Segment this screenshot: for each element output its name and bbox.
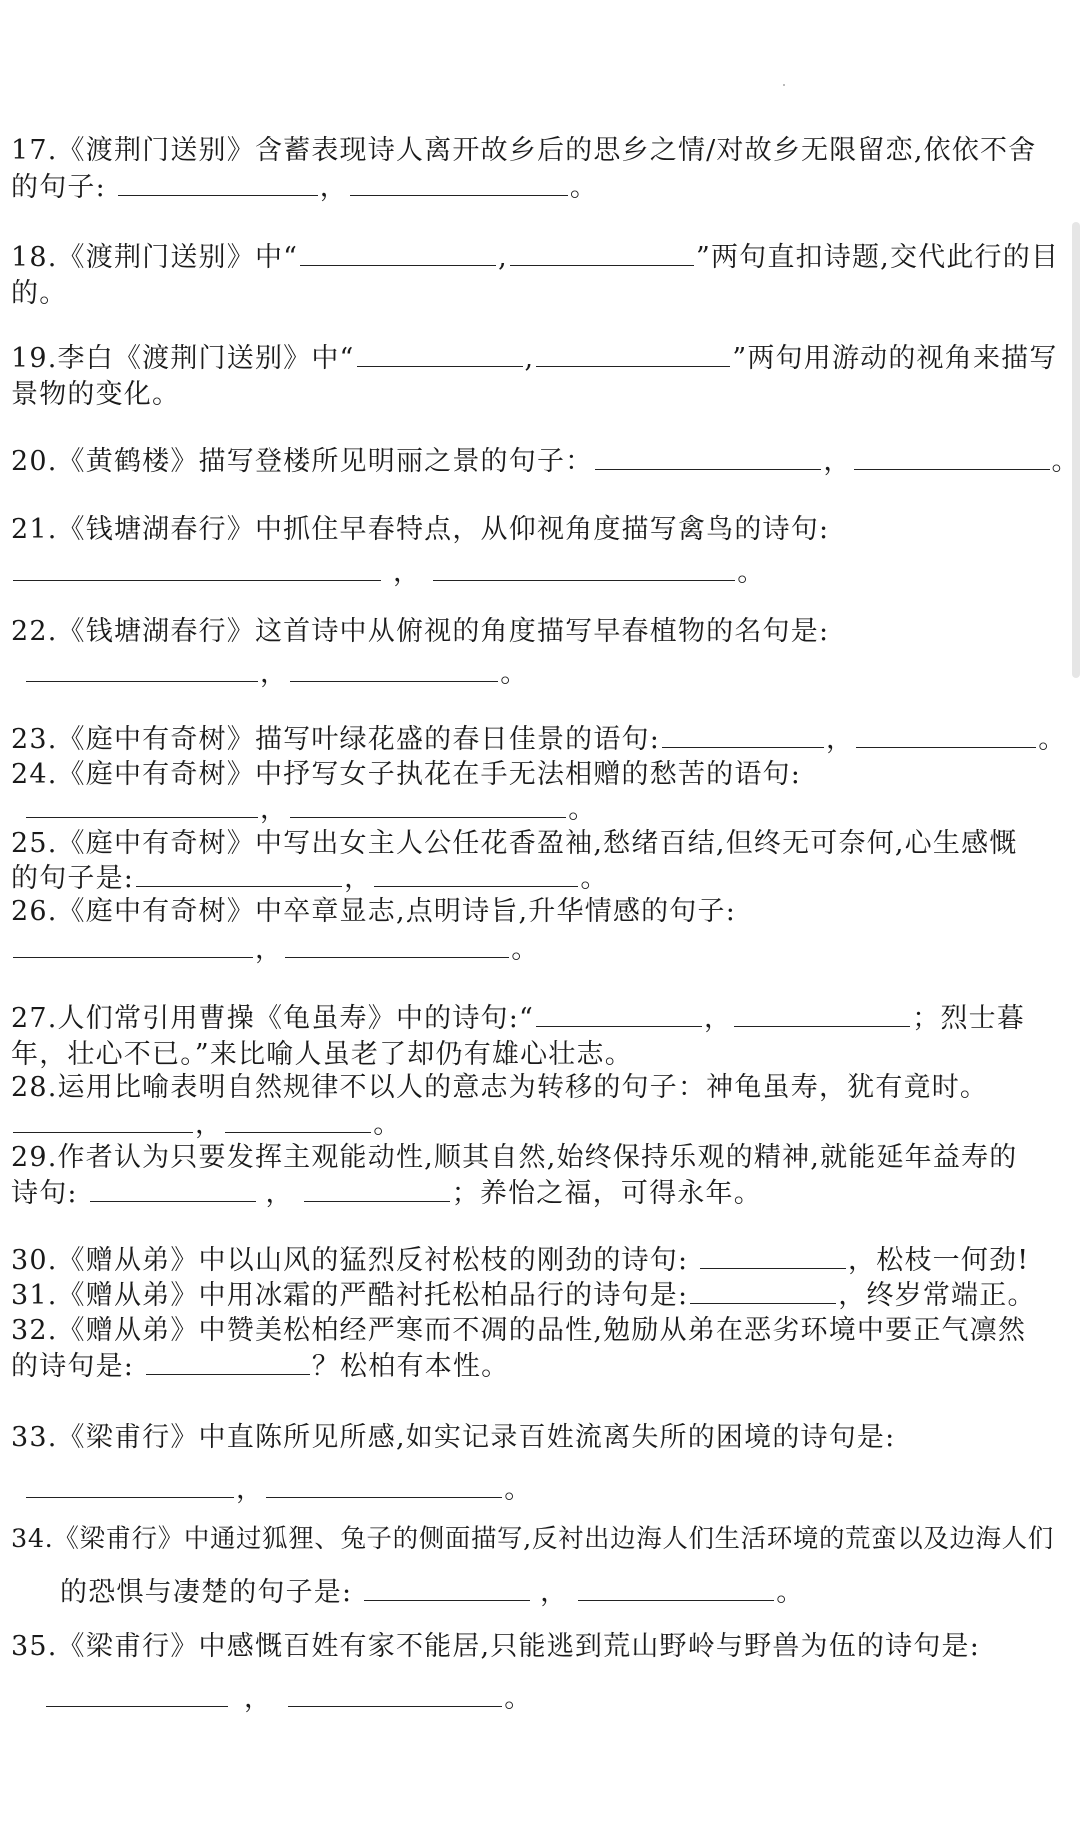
question-23-line1: [11, 722, 1072, 758]
separator: ，: [260, 794, 289, 825]
question-20-text: 20.《黄鹤楼》描写登楼所见明丽之景的句子：: [11, 446, 594, 477]
question-19-text-post: ”两句用游动的视角来描写: [732, 343, 1058, 374]
separator: ，: [393, 557, 422, 588]
answer-blank[interactable]: [285, 953, 509, 958]
question-33-text: 33.《梁甫行》中直陈所见所感,如实记录百姓流离失所的困境的诗句是:: [11, 1422, 896, 1453]
end-mark: 。: [580, 863, 609, 894]
question-22-text: 22.《钱塘湖春行》这首诗中从俯视的角度描写早春植物的名句是:: [11, 616, 830, 647]
answer-blank[interactable]: [146, 1370, 310, 1375]
question-17-line1: [11, 133, 1072, 169]
answer-blank[interactable]: [118, 191, 318, 196]
separator: ,: [524, 343, 535, 374]
question-27-line1: [11, 1001, 1072, 1037]
question-18-text: 18.《渡荆门送别》中“: [11, 242, 299, 273]
answer-blank[interactable]: [536, 1022, 702, 1027]
answer-blank[interactable]: [734, 1022, 910, 1027]
question-20-line1: [11, 444, 1080, 480]
question-25-text-2: 的句子是:: [11, 863, 135, 894]
question-19-line2: [11, 377, 1072, 413]
question-18-line1: [11, 240, 1072, 276]
question-17-text-2: 的句子:: [11, 172, 106, 203]
question-34-text-2: 的恐惧与凄楚的句子是:: [60, 1577, 353, 1608]
answer-blank[interactable]: [290, 677, 498, 682]
separator: ，: [244, 1683, 273, 1714]
question-29-line1: [11, 1140, 1072, 1176]
question-30-text-post: ，松枝一何劲!: [848, 1245, 1030, 1276]
question-27-text-2: 年，壮心不已。”来比喻人虽老了却仍有雄心壮志。: [11, 1039, 633, 1070]
question-32-text-2: 的诗句是:: [11, 1351, 135, 1382]
answer-blank[interactable]: [433, 576, 735, 581]
question-32-text-post: ？松柏有本性。: [311, 1351, 510, 1382]
answer-blank[interactable]: [854, 465, 1050, 470]
answer-blank[interactable]: [595, 465, 821, 470]
answer-blank[interactable]: [13, 953, 253, 958]
question-28-line2: [11, 1107, 1072, 1143]
question-31-text-post: ，终岁常端正。: [838, 1280, 1036, 1311]
answer-blank[interactable]: [304, 1197, 450, 1202]
separator: ，: [344, 863, 373, 894]
question-19-text: 19.李白《渡荆门送别》中“: [11, 343, 355, 374]
separator: ,: [498, 242, 508, 273]
answer-blank[interactable]: [13, 576, 381, 581]
separator: ，: [255, 934, 284, 965]
question-26-line2: [11, 932, 1072, 968]
separator: ，: [826, 724, 855, 755]
question-24-line2: [24, 792, 1072, 828]
end-mark: 。: [737, 557, 766, 588]
separator: ，: [195, 1109, 224, 1140]
end-mark: 。: [511, 934, 540, 965]
answer-blank[interactable]: [690, 1299, 836, 1304]
end-mark: 。: [1051, 446, 1080, 477]
answer-blank[interactable]: [578, 1596, 774, 1601]
question-28-line1: [11, 1070, 1072, 1106]
question-28-text: 28.运用比喻表明自然规律不以人的意志为转移的句子：神龟虽寿，犹有竟时。: [11, 1072, 989, 1103]
answer-blank[interactable]: [300, 261, 496, 266]
question-19-text-2: 景物的变化。: [11, 379, 181, 410]
separator: ，: [704, 1003, 733, 1034]
question-24-text: 24.《庭中有奇树》中抒写女子执花在手无法相赠的愁苦的语句:: [11, 759, 802, 790]
question-33-line1: [11, 1420, 1072, 1456]
separator: ，: [236, 1474, 265, 1505]
answer-blank[interactable]: [46, 1702, 228, 1707]
question-22-line2: [24, 656, 1072, 692]
question-30-text: 30.《赠从弟》中以山风的猛烈反衬松枝的刚劲的诗句:: [11, 1245, 689, 1276]
question-29-text-post: ；养怡之福，可得永年。: [451, 1178, 762, 1209]
end-mark: 。: [1038, 724, 1067, 755]
end-mark: 。: [569, 172, 599, 203]
separator: ，: [823, 446, 852, 477]
question-26-line1: [11, 894, 1072, 930]
answer-blank[interactable]: [700, 1264, 846, 1269]
question-17-line2: [11, 170, 1072, 206]
question-27-text-post: ；烈士暮: [912, 1003, 1026, 1034]
answer-blank[interactable]: [288, 1702, 502, 1707]
question-31-line1: [11, 1278, 1072, 1314]
answer-blank[interactable]: [357, 362, 523, 367]
answer-blank[interactable]: [266, 1493, 502, 1498]
question-29-text: 29.作者认为只要发挥主观能动性,顺其自然,始终保持乐观的精神,就能延年益寿的: [11, 1142, 1018, 1173]
separator: ，: [540, 1577, 569, 1608]
end-mark: 。: [504, 1474, 533, 1505]
question-27-text: 27.人们常引用曹操《龟虽寿》中的诗句:“: [11, 1003, 535, 1034]
question-30-line1: [11, 1243, 1072, 1279]
answer-blank[interactable]: [13, 1128, 193, 1133]
question-34-text: 34.《梁甫行》中通过狐狸、兔子的侧面描写,反衬出边海人们生活环境的荒蛮以及边海人们: [11, 1524, 1054, 1554]
end-mark: 。: [373, 1109, 402, 1140]
question-23-text: 23.《庭中有奇树》描写叶绿花盛的春日佳景的语句:: [11, 724, 661, 755]
end-mark: 。: [568, 794, 597, 825]
answer-blank[interactable]: [90, 1197, 256, 1202]
end-mark: 。: [776, 1577, 805, 1608]
question-22-line1: [11, 614, 1072, 650]
question-31-text: 31.《赠从弟》中用冰霜的严酷衬托松柏品行的诗句是:: [11, 1280, 689, 1311]
question-34-line1: [11, 1521, 1072, 1557]
answer-blank[interactable]: [510, 261, 694, 266]
question-18-line2: [11, 276, 1072, 312]
question-32-line1: [11, 1313, 1072, 1349]
answer-blank[interactable]: [662, 743, 824, 748]
question-18-text-post: ”两句直扣诗题,交代此行的目: [695, 242, 1060, 273]
question-18-text-2: 的。: [11, 278, 68, 309]
answer-blank[interactable]: [350, 191, 568, 196]
question-19-line1: [11, 341, 1072, 377]
question-25-text: 25.《庭中有奇树》中写出女主人公任花香盈袖,愁绪百结,但终无可奈何,心生感慨: [11, 828, 1018, 859]
question-29-text-2: 诗句:: [11, 1178, 78, 1209]
answer-blank[interactable]: [136, 882, 342, 887]
question-29-line2: [11, 1176, 1072, 1212]
question-35-line1: [11, 1629, 1072, 1665]
question-25-line2: [11, 861, 1072, 897]
question-27-line2: [11, 1037, 1072, 1073]
question-32-text: 32.《赠从弟》中赞美松柏经严寒而不凋的品性,勉励从弟在恶劣环境中要正气凛然: [11, 1315, 1027, 1346]
end-mark: 。: [500, 658, 529, 689]
separator: ，: [319, 172, 348, 203]
answer-blank[interactable]: [536, 362, 730, 367]
answer-blank[interactable]: [374, 882, 578, 887]
separator: ，: [260, 658, 289, 689]
answer-blank[interactable]: [26, 677, 258, 682]
scan-speck: [783, 84, 785, 86]
question-25-line1: [11, 826, 1072, 862]
question-34-line2: [60, 1575, 1072, 1611]
end-mark: 。: [504, 1683, 533, 1714]
question-21-line2: [11, 555, 1072, 591]
answer-blank[interactable]: [225, 1128, 371, 1133]
question-32-line2: [11, 1349, 1072, 1385]
question-26-text: 26.《庭中有奇树》中卒章显志,点明诗旨,升华情感的句子:: [11, 896, 736, 927]
question-17-text: 17.《渡荆门送别》含蓄表现诗人离开故乡后的思乡之情/对故乡无限留恋,依依不舍: [11, 135, 1037, 166]
separator: ，: [265, 1178, 294, 1209]
question-21-line1: [11, 512, 1072, 548]
answer-blank[interactable]: [290, 813, 566, 818]
answer-blank[interactable]: [364, 1596, 530, 1601]
question-24-line1: [11, 757, 1072, 793]
answer-blank[interactable]: [26, 813, 258, 818]
question-21-text: 21.《钱塘湖春行》中抓住早春特点，从仰视角度描写禽鸟的诗句:: [11, 514, 830, 545]
answer-blank[interactable]: [26, 1493, 234, 1498]
question-35-text: 35.《梁甫行》中感慨百姓有家不能居,只能逃到荒山野岭与野兽为伍的诗句是:: [11, 1631, 981, 1662]
question-33-line2: [24, 1472, 1072, 1508]
answer-blank[interactable]: [856, 743, 1036, 748]
question-35-line2: [44, 1681, 1072, 1717]
